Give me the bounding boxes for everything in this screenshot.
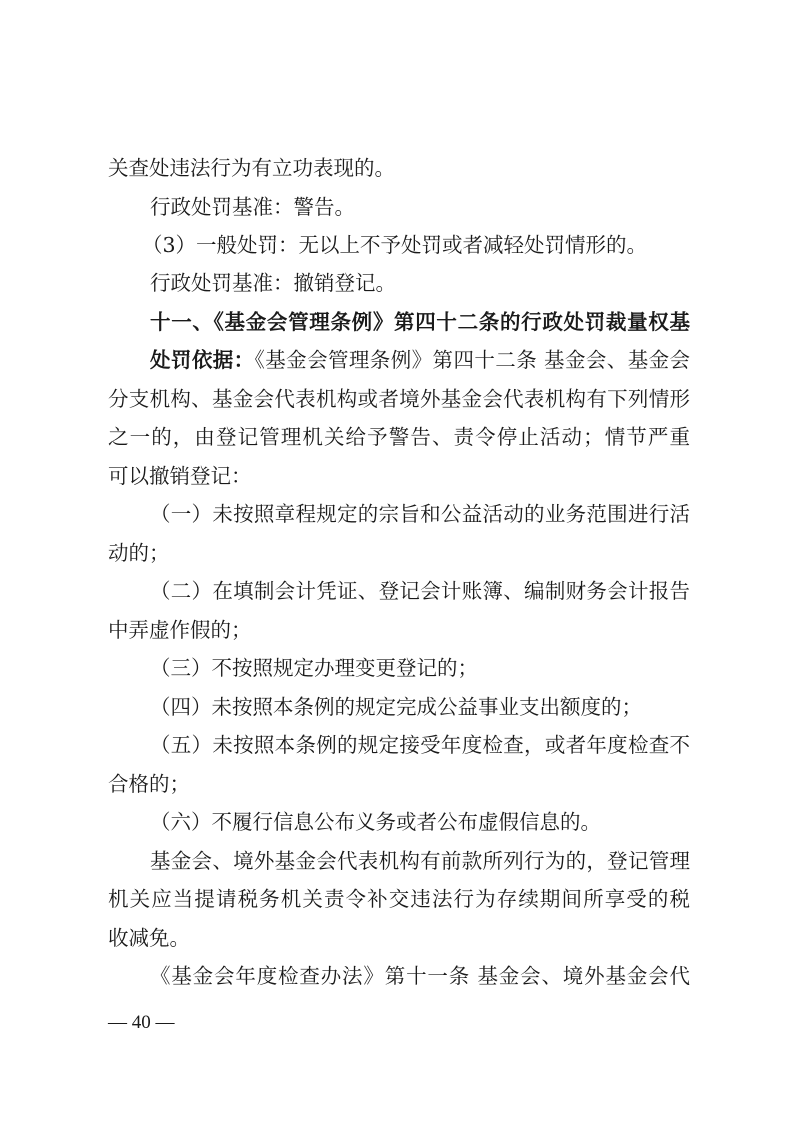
paragraph-line: 关查处违法行为有立功表现的。 — [108, 156, 395, 180]
section-heading: 十一、《基金会管理条例》第四十二条的行政处罚裁量权基 — [150, 310, 690, 334]
paragraph-line: （3）一般处罚：无以上不予处罚或者减轻处罚情形的。 — [142, 233, 648, 257]
list-item: （一）未按照章程规定的宗旨和公益活动的业务范围进行活 — [150, 502, 690, 526]
list-item: 中弄虚作假的； — [108, 618, 252, 642]
list-item: 动的； — [108, 541, 170, 565]
paragraph-line: 基金会、境外基金会代表机构有前款所列行为的，登记管理 — [150, 849, 690, 873]
paragraph-line: 行政处罚基准：警告。 — [150, 195, 355, 219]
paragraph-line: 可以撤销登记： — [108, 464, 252, 488]
list-item: 合格的； — [108, 772, 190, 796]
basis-label: 处罚依据： — [150, 348, 255, 372]
basis-text: 《基金会管理条例》第四十二条 基金会、基金会 — [254, 348, 690, 372]
page-number: — 40 — — [108, 1012, 175, 1033]
list-item: （六）不履行信息公布义务或者公布虚假信息的。 — [150, 810, 601, 834]
paragraph-line: 行政处罚基准：撤销登记。 — [150, 271, 396, 295]
list-item: （四）未按照本条例的规定完成公益事业支出额度的； — [150, 695, 642, 719]
paragraph-line: 收减免。 — [108, 926, 190, 950]
paragraph-line: 《基金会年度检查办法》第十一条 基金会、境外基金会代 — [150, 964, 690, 988]
list-item: （三）不按照规定办理变更登记的； — [150, 656, 478, 680]
list-item: （二）在填制会计凭证、登记会计账簿、编制财务会计报告 — [150, 579, 690, 603]
paragraph-line: 机关应当提请税务机关责令补交违法行为存续期间所享受的税 — [108, 887, 690, 911]
paragraph-line — [108, 347, 690, 373]
paragraph-line: 分支机构、基金会代表机构或者境外基金会代表机构有下列情形 — [108, 387, 690, 411]
paragraph-line: 之一的，由登记管理机关给予警告、责令停止活动；情节严重 — [108, 425, 690, 449]
list-item: （五）未按照本条例的规定接受年度检查，或者年度检查不 — [150, 733, 690, 757]
